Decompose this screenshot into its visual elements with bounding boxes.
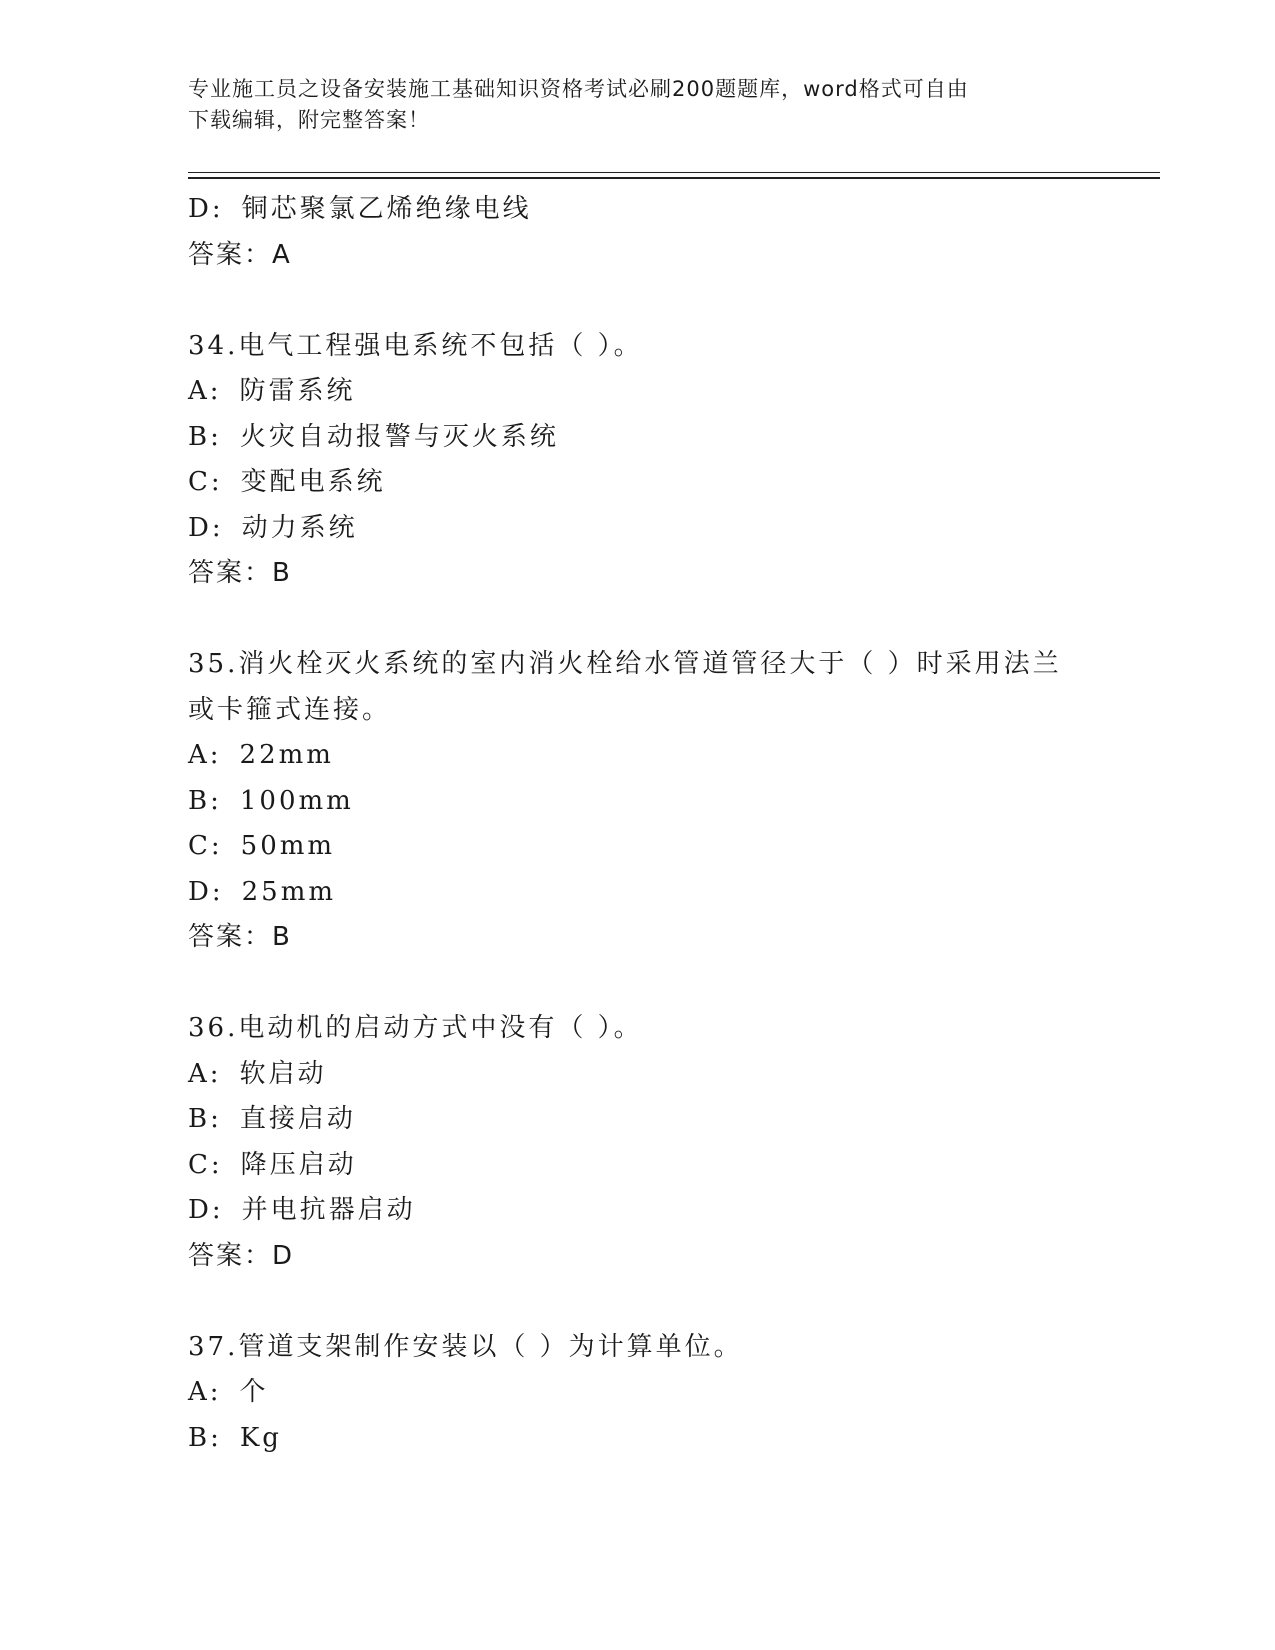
option-label: D: [188,194,224,224]
option-row [188,824,1088,870]
header-divider-bottom [188,177,1160,179]
answer-line: 答案：A [188,239,292,270]
spacer [188,1279,1088,1325]
option-label: B: [188,1422,222,1453]
spacer [188,278,1088,324]
option-label: D: [188,512,224,543]
option-text: 铜芯聚氯乙烯绝缘电线 [241,194,532,224]
option-label: B: [188,1104,222,1134]
question-stem-continued: 或卡箍式连接。 [188,694,392,725]
option-text: 降压启动 [240,1149,357,1180]
option-row [188,870,1088,916]
option-row [188,1143,1088,1189]
option-row [188,415,1088,461]
option-text: 50mm [240,831,336,861]
option-row [188,779,1088,825]
option-text: 软启动 [239,1058,327,1089]
question-list [188,187,1088,1461]
option-text: 防雷系统 [239,376,356,406]
option-row [188,506,1088,552]
answer-line: 答案：D [188,1240,295,1271]
option-label: A: [188,376,222,406]
option-label: A: [188,740,222,770]
question-stem: 37.管道支架制作安装以（ ）为计算单位。 [188,1331,743,1362]
document-header [188,74,1068,136]
option-row [188,733,1088,779]
answer-line: 答案：B [188,922,292,952]
option-row [188,1052,1088,1098]
option-label: A: [188,1377,222,1407]
option-text: 直接启动 [239,1104,356,1134]
option-row [188,1097,1088,1143]
option-text: Kg [239,1422,282,1453]
option-text: 25mm [241,876,337,907]
answer-line: 答案：B [188,558,292,588]
option-text: 并电抗器启动 [241,1195,416,1225]
option-label: C: [188,831,223,861]
question-stem: 34.电气工程强电系统不包括（ ）。 [188,330,643,361]
option-text: 22mm [239,740,334,770]
option-label: A: [188,1058,222,1089]
option-row [188,1188,1088,1234]
option-label: B: [188,785,222,816]
header-line-2: 下载编辑，附完整答案！ [188,108,430,132]
option-text: 个 [239,1377,269,1407]
option-label: D: [188,876,224,907]
option-row [188,187,1088,233]
header-line-1: 专业施工员之设备安装施工基础知识资格考试必刷200题题库，word格式可自由 [188,77,969,101]
option-row [188,1416,1088,1462]
question-stem: 36.电动机的启动方式中没有（ ）。 [188,1013,643,1043]
option-text: 动力系统 [241,512,358,543]
question-stem: 35.消火栓灭火系统的室内消火栓给水管道管径大于（ ）时采用法兰 [188,649,1062,679]
option-label: C: [188,467,223,497]
option-row [188,1370,1088,1416]
option-text: 火灾自动报警与灭火系统 [239,421,559,452]
option-text: 变配电系统 [240,467,386,497]
header-divider-top [188,172,1160,173]
option-text: 100mm [239,785,354,816]
spacer [188,597,1088,643]
option-row [188,369,1088,415]
option-row [188,460,1088,506]
spacer [188,961,1088,1007]
option-label: B: [188,421,222,452]
option-label: D: [188,1195,224,1225]
option-label: C: [188,1149,223,1180]
